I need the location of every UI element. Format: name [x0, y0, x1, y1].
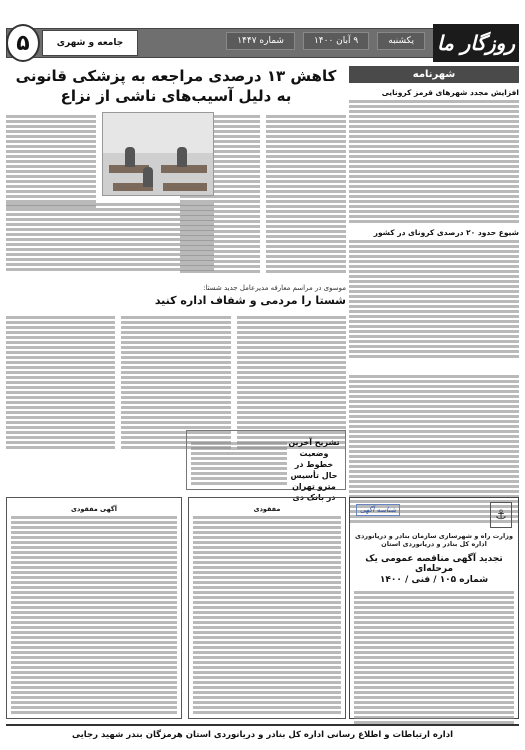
headline-line-2: به دلیل آسیب‌های ناشی از نزاع: [60, 87, 292, 105]
article-kicker: موسوی در مراسم معارفه مدیرعامل جدید شستا:: [203, 284, 346, 292]
notice-id-stamp: شناسه آگهی: [356, 504, 400, 516]
ad-title: آگهی مفقودی: [71, 505, 117, 513]
body-text: [191, 440, 287, 487]
page-number: ۵: [6, 24, 40, 62]
article-column: [6, 112, 96, 210]
column-heading: شهرنامه: [349, 66, 519, 83]
tender-organization: وزارت راه و شهرسازی سازمان بنادر و دریانوردی اداره کل بنادر و دریانوردی استان: [355, 532, 513, 548]
tender-footer: اداره ارتباطات و اطلاع رسانی اداره کل بنادر و دریانوردی استان هرمزگان بندر شهید رجایی: [6, 724, 519, 744]
article-column: [266, 112, 346, 275]
emblem-icon: ⚓: [490, 502, 512, 528]
bank-day-box: [186, 430, 346, 502]
masthead: [6, 24, 519, 62]
bank-box-text: تشریح آخرین وضعیت خطوط در حال تأسیس مترو تهران در بانک دی: [288, 438, 340, 502]
classified-ads-middle: [188, 497, 346, 719]
headline-line-1: کاهش ۱۳ درصدی مراجعه به پزشکی قانونی: [15, 67, 337, 85]
ad-title: مفقودی: [253, 505, 281, 513]
main-article: [6, 112, 346, 277]
tender-number: شماره ۱۰۵ / فنی / ۱۴۰۰: [379, 575, 489, 585]
body-text: [349, 240, 519, 358]
date-strip: [226, 32, 425, 50]
body-text: [349, 100, 519, 223]
date-label: ۹ آبان ۱۴۰۰: [303, 32, 369, 50]
issue-label: شماره ۱۴۴۷: [226, 32, 295, 50]
section-title: جامعه و شهری: [42, 30, 138, 56]
tender-title: تجدید آگهی مناقصه عمومی یک مرحله‌ای: [365, 554, 503, 574]
article-column: [6, 200, 214, 273]
news-item-title: شیوع حدود ۲۰ درصدی کرونای در کشور: [373, 228, 519, 237]
shahrnameh-column: [349, 66, 519, 366]
tender-notice: [349, 497, 519, 719]
shasta-article: [6, 284, 346, 451]
main-headline: [6, 66, 346, 106]
day-label: یکشنبه: [377, 32, 425, 50]
newspaper-logo: روزگار ما: [433, 24, 519, 62]
news-item-title: افزایش مجدد شهرهای قرمز کرونایی: [381, 88, 519, 97]
exam-hall-photo: [102, 112, 214, 196]
classified-ads-left: [6, 497, 182, 719]
article-headline: شستا را مردمی و شفاف اداره کنید: [154, 294, 346, 307]
